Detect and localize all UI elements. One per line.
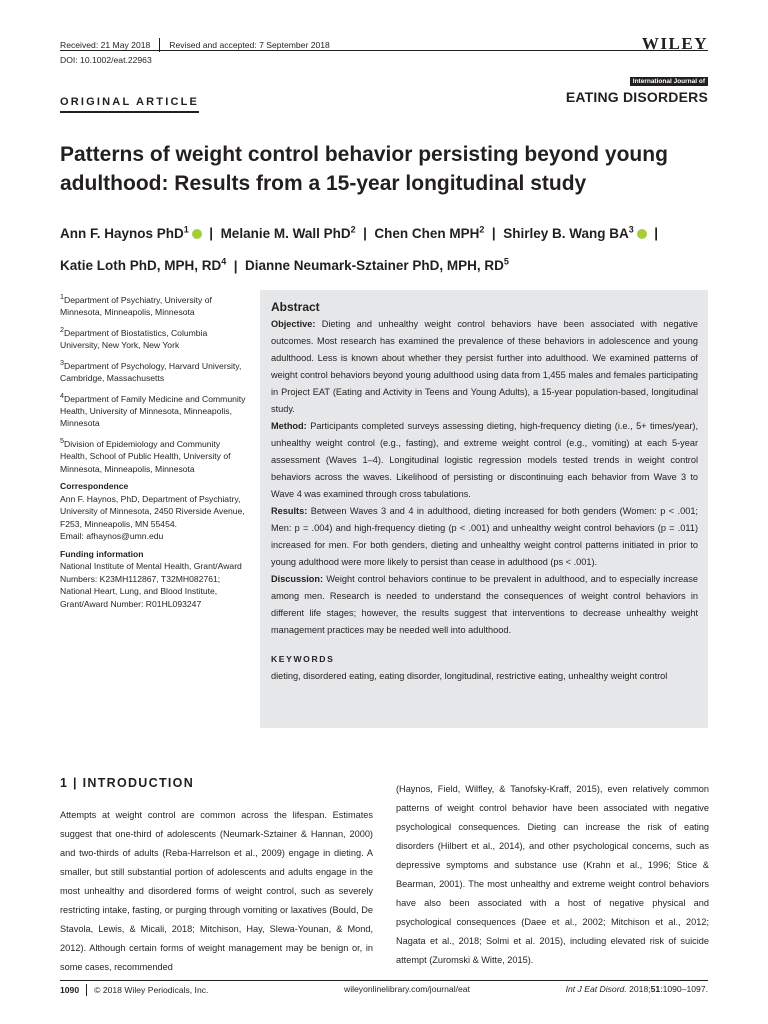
affiliations xyxy=(60,291,248,615)
received-date: Received: 21 May 2018 xyxy=(60,40,151,50)
affiliation: $^4$Department of Family Medicine and Community Health, University of Minnesota, Minneapolis, Minnesota xyxy=(60,391,246,429)
journal-logo-small: International Journal of xyxy=(630,77,708,86)
author[interactable]: Katie Loth PhD, MPH, $RD^4$ xyxy=(60,256,227,273)
abstract-heading: Abstract xyxy=(271,300,320,314)
revised-date: Revised and accepted: 7 September 2018 xyxy=(169,40,330,50)
author[interactable]: Melanie M. Wall PhD$^2$ xyxy=(220,224,356,241)
affiliation: $^3$Department of Psychology, Harvard University, Cambridge, Massachusetts xyxy=(60,358,242,384)
abstract-discussion: Discussion: Weight control behaviors continue to be prevalent in adulthood, and to especially increase among men. Research is needed to understand the consequences of weight control behaviors in different life stages; however, the results suggest that interventions to decrease unhealthy weight management practices may be needed well into adulthood. xyxy=(271,574,698,635)
intro-column-2: (Haynos, Field, Wilfley, & Tanofsky-Kraff, 2015), even relatively common patterns of weight control behavior have been associated with negative psychological consequences. Dieting can increase the risk of eating disorders (Hilbert et al., 2014), and other psychological concerns, such as depressive symptoms and substance use (Krahn et al., 1996; Stice & Bearman, 2001). The most unhealthy and extreme weight control behaviors have also been associated with a host of negative physical and psychological consequences (Daee et al., 2002; Mitchison et al., 2012; Nagata et al., 2018; Solmi et al. 2015), including elevated risk of suicide attempt (Zuromski & Witte, 2015). xyxy=(396,784,709,965)
footer-rule xyxy=(60,980,708,981)
funding-heading: Funding information xyxy=(60,548,144,559)
affiliation: $^5$Division of Epidemiology and Community Health, School of Public Health, University of Minnesota, Minneapolis, Minnesota xyxy=(60,436,231,474)
correspondence-email[interactable]: Email: afhaynos@umn.edu xyxy=(60,531,164,542)
orcid-icon[interactable] xyxy=(637,229,647,239)
abstract-objective: Objective: Dieting and unhealthy weight control behaviors have been associated with negative outcomes. Most research has examined the prevalence of these behaviors in adolescence and young adulthood. Less is known about whether they persist further into adulthood. We examined patterns of weight control behaviors beyond young adulthood using data from 1,455 males and females participating in Project EAT (Eating and Activity in Teens and Young Adults), a 15-year population-based, longitudinal study. xyxy=(271,319,698,414)
correspondence-text: Ann F. Haynos, PhD, Department of Psychiatry, University of Minnesota, 2450 Riverside Avenue, F253, Minneapolis, MN 55454. xyxy=(60,493,245,529)
journal-logo xyxy=(566,70,708,105)
funding-text: National Institute of Mental Health, Grant/Award Numbers: K23MH112867, T32MH082761; National Heart, Lung, and Blood Institute, Grant/Award Number: R01HL093247 xyxy=(60,561,242,609)
author[interactable]: Dianne Neumark-Sztainer PhD, MPH, $RD^5$ xyxy=(245,256,509,273)
author[interactable]: Ann F. Haynos PhD$^1$ xyxy=(60,226,202,241)
author-list: Ann F. Haynos PhD$^1$ | Melanie M. Wall PhD$^2$ | Chen Chen MPH$^2$ | Shirley B. Wang $BA^3$ | Katie Loth PhD, MPH, $RD^4$ | Dianne Neumark-Sztainer PhD, MPH, $RD^5$ xyxy=(60,224,659,273)
journal-url[interactable]: wileyonlinelibrary.com/journal/eat xyxy=(344,984,470,994)
intro-column-1: Attempts at weight control are common across the lifespan. Estimates suggest that one-third of adolescents (Neumark-Sztainer & Hannan, 2000) and two-thirds of adults (Reba-Harrelson et al., 2009) engage in dieting. A smaller, but still substantial portion of adolescents and adults engage in the most unhealthy and disordered forms of weight control, such as severely restricting intake, fasting, or purging through vomiting or laxatives (Bould, De Stavola, Lewis, & Micali, 2018; Mitchison, Hay, Slewa-Younan, & Mond, 2012). Although certain forms of weight management may be benign or, in some cases, recommended xyxy=(60,810,373,972)
citation: Int J Eat Disord. 2018;51:1090–1097. xyxy=(565,984,708,994)
affiliation: $^1$Department of Psychiatry, University of Minnesota, Minneapolis, Minnesota xyxy=(60,293,212,318)
abstract-method: Method: Participants completed surveys assessing dieting, high-frequency dieting (i.e., 5+ times/year), unhealthy weight control (e.g., fasting), and extreme weight control (e.g., vomiting) at each 5-year assessment (Waves 1–4). Longitudinal logistic regression models tested trends in weight control behaviors across the waves. Likelihood of persisting or discontinuing each behavior from Wave 3 to Wave 4 was examined through cross tabulations. xyxy=(271,421,698,499)
correspondence-heading: Correspondence xyxy=(60,481,129,492)
orcid-icon[interactable] xyxy=(192,229,202,239)
footer-left xyxy=(60,984,208,996)
footer-divider xyxy=(86,984,87,996)
publisher-logo: WILEY xyxy=(641,34,708,53)
article-title: Patterns of weight control behavior persisting beyond young adulthood: Results from a 15-year longitudinal study xyxy=(60,143,668,195)
header-rule xyxy=(60,50,708,51)
keywords-heading: KEYWORDS xyxy=(271,654,335,664)
page-number: 1090 xyxy=(60,985,80,995)
keywords: dieting, disordered eating, eating disorder, longitudinal, restrictive eating, unhealthy weight control xyxy=(271,671,668,681)
author[interactable]: Shirley B. Wang $BA^3$ xyxy=(503,226,647,241)
copyright: © 2018 Wiley Periodicals, Inc. xyxy=(94,985,209,995)
intro-heading: 1 | INTRODUCTION xyxy=(60,776,195,790)
author[interactable]: Chen Chen MPH$^2$ xyxy=(374,224,485,241)
abstract-box xyxy=(260,290,708,728)
doi: DOI: 10.1002/eat.22963 xyxy=(60,55,152,65)
affiliation: $^2$Department of Biostatistics, Columbia University, New York, New York xyxy=(60,325,208,351)
abstract-results: Results: Between Waves 3 and 4 in adulthood, dieting increased for both genders (Women: p < .001; Men: p = .004) and high-frequency dieting (p < .001) and unhealthy weight control behaviors (p = .011) increased for men. For both genders, dieting and unhealthy weight control patterns initiated in prior to young adulthood were more likely to persist than cease in adulthood (ps < .001). xyxy=(271,506,698,567)
journal-logo-big: EATING DISORDERS xyxy=(565,89,708,105)
section-label: ORIGINAL ARTICLE xyxy=(60,96,199,113)
